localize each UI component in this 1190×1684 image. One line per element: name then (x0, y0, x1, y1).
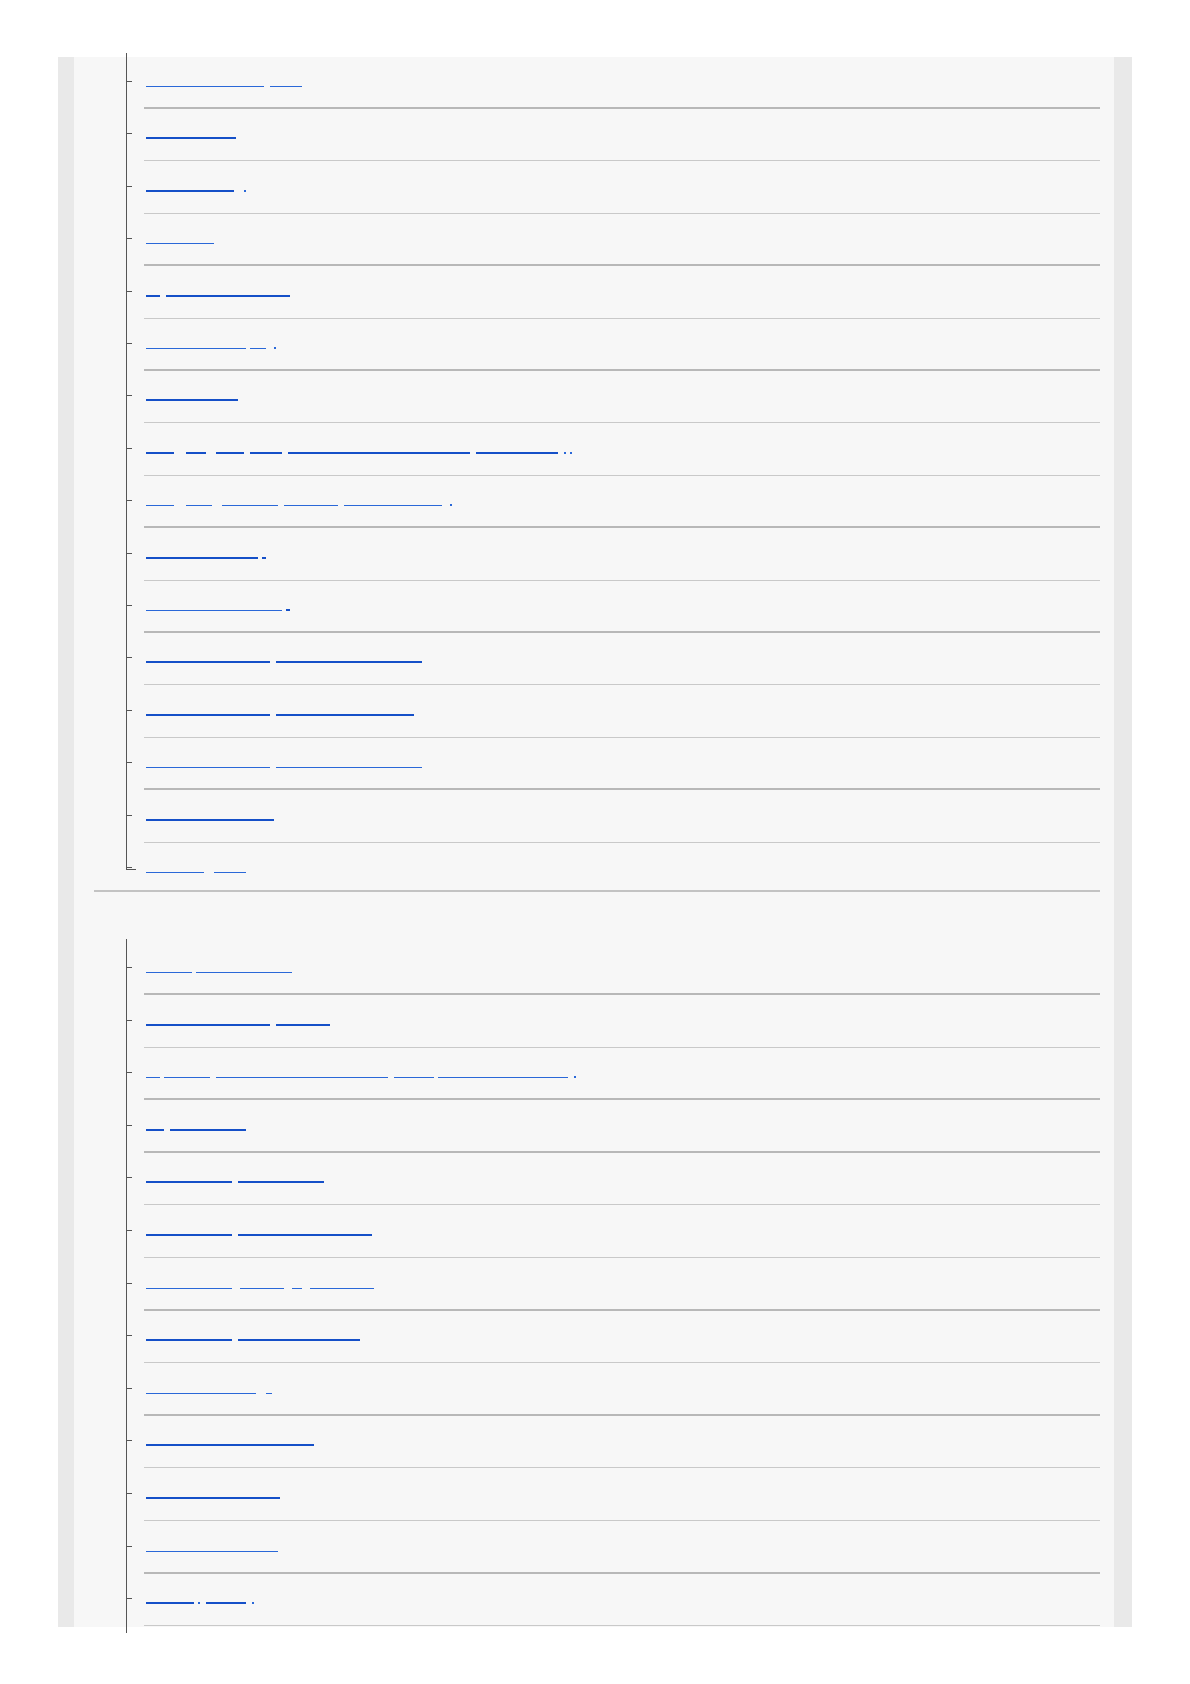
toc-upper-entry (74, 633, 1114, 685)
toc-upper-entry (74, 319, 1114, 371)
link-underline (238, 1234, 372, 1236)
toc-upper-entry (74, 371, 1114, 423)
link-underline (146, 819, 274, 821)
link-underline (252, 1602, 254, 1604)
toc-link[interactable] (146, 807, 274, 821)
link-underline (186, 505, 212, 506)
toc-link[interactable] (146, 959, 292, 973)
toc-link[interactable] (146, 597, 290, 611)
link-underline (222, 505, 278, 506)
toc-link[interactable] (146, 545, 266, 559)
toc-link[interactable] (146, 859, 246, 873)
tree-branch-tick (126, 1072, 132, 1073)
link-underline (344, 505, 442, 506)
toc-link[interactable] (146, 335, 276, 349)
link-underline (146, 1129, 164, 1131)
tree-branch-tick (126, 1440, 132, 1441)
link-underline (170, 1129, 246, 1131)
toc-upper-entry (74, 57, 1114, 109)
toc-link[interactable] (146, 1590, 254, 1604)
toc-lower-entry (74, 1469, 1114, 1521)
link-underline (450, 504, 452, 506)
tree-branch-tick (126, 291, 132, 292)
link-underline (216, 1077, 388, 1078)
link-underline (574, 1076, 576, 1078)
tree-branch-tick (126, 448, 132, 449)
tree-branch-tick (126, 1125, 132, 1126)
link-underline (186, 452, 206, 454)
link-underline (244, 190, 246, 192)
toc-link[interactable] (146, 702, 414, 716)
link-underline (394, 1077, 434, 1078)
link-underline (146, 1288, 232, 1289)
link-underline (146, 661, 270, 663)
link-underline (146, 1339, 232, 1341)
toc-link[interactable] (146, 1538, 278, 1552)
link-underline (146, 1551, 278, 1552)
link-underline (146, 1234, 232, 1236)
link-underline (276, 661, 422, 663)
link-underline (238, 1181, 324, 1183)
toc-upper-entry (74, 843, 1114, 895)
toc-group-lower (74, 943, 1114, 1627)
tree-branch-tick (126, 762, 132, 763)
toc-group-upper (74, 57, 1114, 895)
tree-branch-tick (126, 186, 132, 187)
tree-branch-tick (126, 1283, 132, 1284)
toc-upper-entry (74, 738, 1114, 790)
link-underline (476, 452, 558, 454)
link-underline (146, 1444, 314, 1446)
section-divider (94, 890, 1100, 892)
toc-link[interactable] (146, 230, 214, 244)
toc-link[interactable] (146, 440, 572, 454)
link-underline (276, 1024, 330, 1026)
toc-upper-entry (74, 109, 1114, 161)
toc-link[interactable] (146, 1485, 280, 1499)
toc-link[interactable] (146, 1012, 330, 1026)
row-separator (144, 1625, 1100, 1626)
link-underline (250, 452, 282, 454)
link-underline (564, 452, 566, 454)
toc-upper-entry (74, 791, 1114, 843)
link-underline (146, 1077, 160, 1078)
link-underline (146, 1181, 232, 1183)
link-underline (266, 1393, 272, 1394)
toc-link[interactable] (146, 1169, 324, 1183)
toc-lower-entry (74, 1101, 1114, 1153)
page-margin (58, 57, 1132, 1627)
toc-link[interactable] (146, 1275, 374, 1289)
tree-branch-tick (126, 1177, 132, 1178)
tree-branch-tick (126, 1020, 132, 1021)
toc-link[interactable] (146, 649, 422, 663)
toc-link[interactable] (146, 1327, 360, 1341)
link-underline (146, 243, 214, 244)
link-underline (146, 557, 258, 559)
toc-lower-entry (74, 1416, 1114, 1468)
link-underline (146, 190, 234, 192)
link-underline (288, 452, 470, 454)
toc-link[interactable] (146, 1380, 272, 1394)
link-underline (292, 1288, 302, 1289)
tree-branch-tick (126, 967, 132, 968)
toc-upper-entry (74, 476, 1114, 528)
link-underline (198, 1602, 200, 1604)
toc-lower-entry (74, 1311, 1114, 1363)
link-underline (146, 86, 264, 87)
link-underline (146, 137, 236, 139)
link-underline (146, 767, 270, 768)
toc-upper-entry (74, 214, 1114, 266)
link-underline (146, 295, 160, 297)
link-underline (438, 1077, 568, 1078)
link-underline (250, 348, 266, 349)
toc-link[interactable] (146, 387, 238, 401)
toc-link[interactable] (146, 754, 422, 768)
tree-end-cap (126, 869, 136, 870)
tree-branch-tick (126, 1493, 132, 1494)
tree-branch-tick (126, 1335, 132, 1336)
link-underline (146, 1497, 280, 1499)
link-underline (146, 399, 238, 401)
toc-lower-entry (74, 1153, 1114, 1205)
toc-lower-entry (74, 996, 1114, 1048)
toc-lower-entry (74, 1522, 1114, 1574)
toc-upper-entry (74, 162, 1114, 214)
toc-link[interactable] (146, 125, 236, 139)
tree-branch-tick (126, 500, 132, 501)
toc-lower-entry (74, 1259, 1114, 1311)
tree-branch-tick (126, 710, 132, 711)
toc-link[interactable] (146, 283, 290, 297)
link-underline (146, 505, 174, 506)
link-underline (570, 452, 572, 454)
link-underline (270, 86, 302, 87)
link-underline (206, 1602, 246, 1604)
toc-link[interactable] (146, 1222, 372, 1236)
toc-upper-entry (74, 267, 1114, 319)
toc-lower-entry (74, 1574, 1114, 1626)
toc-lower-entry (74, 1206, 1114, 1258)
link-underline (146, 348, 246, 349)
link-underline (146, 872, 204, 873)
link-underline (216, 452, 244, 454)
link-underline (146, 610, 282, 611)
tree-branch-tick (126, 815, 132, 816)
toc-upper-entry (74, 581, 1114, 633)
toc-link[interactable] (146, 1064, 576, 1078)
toc-link[interactable] (146, 1432, 314, 1446)
link-underline (286, 609, 290, 611)
tree-branch-tick (126, 343, 132, 344)
tree-branch-tick (126, 133, 132, 134)
tree-branch-tick (126, 605, 132, 606)
link-underline (146, 1393, 256, 1394)
link-underline (196, 972, 292, 973)
toc-lower-entry (74, 1364, 1114, 1416)
toc-upper-entry (74, 529, 1114, 581)
toc-page (74, 57, 1114, 1627)
toc-lower-entry (74, 1048, 1114, 1100)
tree-branch-tick (126, 238, 132, 239)
link-underline (146, 1024, 270, 1026)
toc-upper-entry (74, 424, 1114, 476)
link-underline (146, 714, 270, 716)
tree-branch-tick (126, 1388, 132, 1389)
link-underline (276, 714, 414, 716)
tree-branch-tick (126, 1598, 132, 1599)
link-underline (310, 1288, 374, 1289)
toc-upper-entry (74, 686, 1114, 738)
link-underline (238, 1339, 360, 1341)
tree-branch-tick (126, 1230, 132, 1231)
tree-branch-tick (126, 1546, 132, 1547)
link-underline (146, 1602, 194, 1604)
toc-link[interactable] (146, 1117, 246, 1131)
tree-branch-tick (126, 81, 132, 82)
link-underline (240, 1288, 284, 1289)
tree-branch-tick (126, 395, 132, 396)
tree-branch-tick (126, 657, 132, 658)
link-underline (214, 872, 246, 873)
tree-branch-tick (126, 553, 132, 554)
toc-lower-entry (74, 943, 1114, 995)
tree-branch-tick (126, 867, 132, 868)
link-underline (164, 1077, 210, 1078)
link-underline (284, 505, 338, 506)
link-underline (276, 767, 422, 768)
link-underline (262, 557, 266, 559)
toc-link[interactable] (146, 178, 246, 192)
link-underline (146, 452, 174, 454)
link-underline (146, 972, 192, 973)
link-underline (274, 347, 276, 349)
link-underline (166, 295, 290, 297)
toc-link[interactable] (146, 73, 302, 87)
toc-link[interactable] (146, 492, 452, 506)
